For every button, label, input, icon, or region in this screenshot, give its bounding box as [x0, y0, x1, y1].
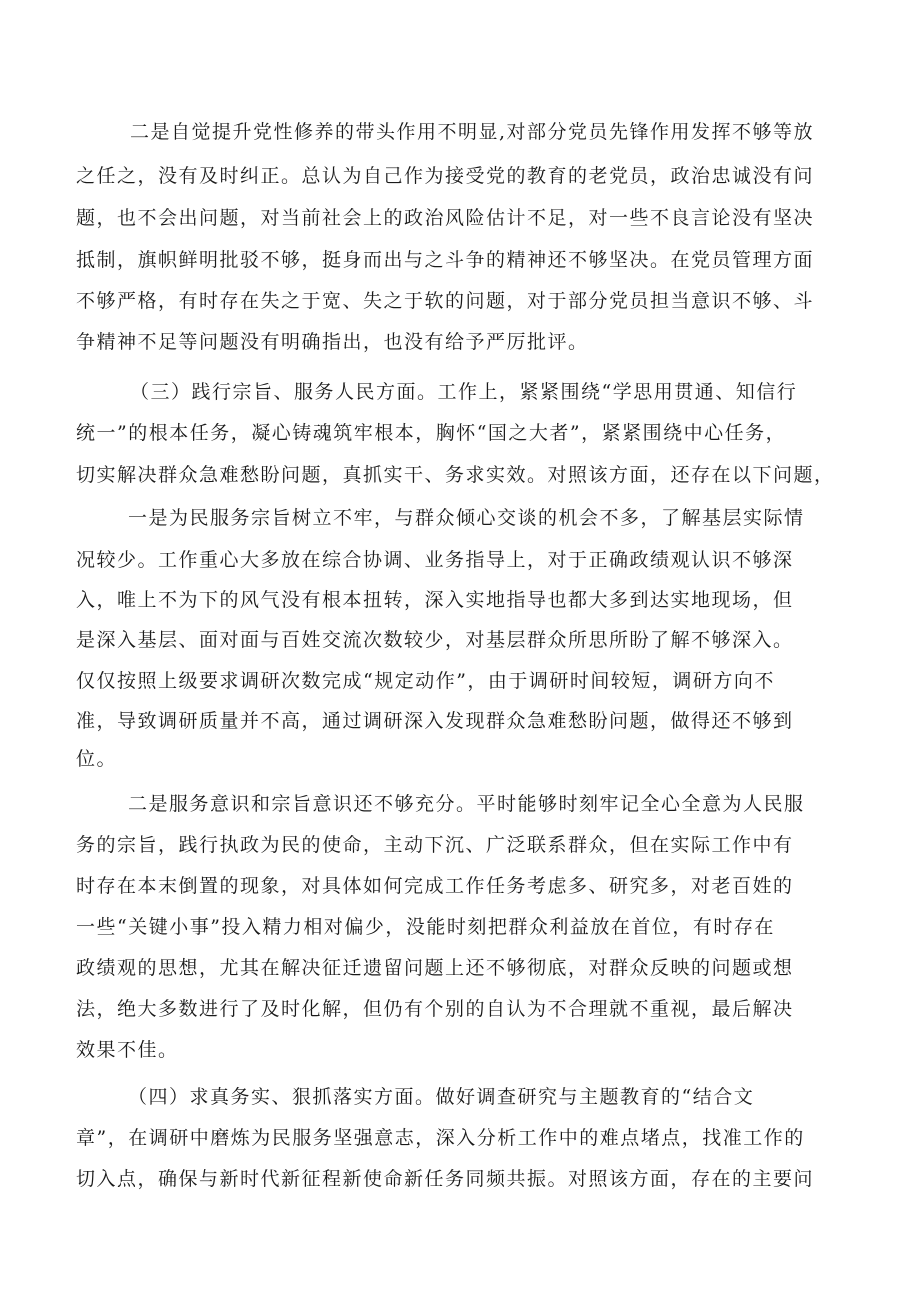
text-line: 是深入基层、面对面与百姓交流次数较少，对基层群众所思所盼了解不够深入。 [76, 629, 794, 651]
text-line: 务的宗旨，践行执政为民的使命，主动下沉、广泛联系群众，但在实际工作中有 [76, 834, 794, 856]
text-line: 一是为民服务宗旨树立不牢，与群众倾心交谈的机会不多，了解基层实际情 [128, 507, 805, 529]
text-line: 仅仅按照上级要求调研次数完成“规定动作”，由于调研时间较短，调研方向不 [76, 670, 775, 692]
text-line: （三）践行宗旨、服务人民方面。工作上，紧紧围绕“学思用贯通、知信行 [130, 381, 798, 403]
text-line: 入，唯上不为下的风气没有根本扭转，深入实地指导也都大多到达实地现场，但 [76, 589, 794, 611]
text-line: 政绩观的思想，尤其在解决征迁遗留问题上还不够彻底，对群众反映的问题或想 [76, 957, 794, 979]
text-line: 切实解决群众急难愁盼问题，真抓实干、务求实效。对照该方面，还存在以下问题， [76, 464, 835, 486]
text-line: 二是服务意识和宗旨意识还不够充分。平时能够时刻牢记全心全意为人民服 [128, 793, 805, 815]
text-line: （四）求真务实、狠抓落实方面。做好调查研究与主题教育的“结合文 [128, 1086, 755, 1108]
text-line: 章”，在调研中磨炼为民服务坚强意志，深入分析工作中的难点堵点，找准工作的 [76, 1127, 805, 1149]
text-line: 抵制，旗帜鲜明批驳不够，挺身而出与之斗争的精神还不够坚决。在党员管理方面 [76, 249, 815, 271]
text-line: 一些“关键小事”投入精力相对偏少，没能时刻把群众利益放在首位，有时存在 [76, 916, 775, 938]
text-line: 切入点，确保与新时代新征程新使命新任务同频共振。对照该方面，存在的主要问 [76, 1168, 815, 1190]
text-line: 二是自觉提升党性修养的带头作用不明显,对部分党员先锋作用发挥不够等放 [130, 121, 815, 143]
text-line: 争精神不足等问题没有明确指出，也没有给予严厉批评。 [76, 331, 589, 353]
text-line: 题，也不会出问题，对当前社会上的政治风险估计不足，对一些不良言论没有坚决 [76, 207, 815, 229]
text-line: 位。 [76, 748, 118, 770]
text-line: 准，导致调研质量并不高，通过调研深入发现群众急难愁盼问题，做得还不够到 [76, 710, 794, 732]
text-line: 之任之，没有及时纠正。总认为自己作为接受党的教育的老党员，政治忠诚没有问 [76, 165, 815, 187]
text-line: 效果不佳。 [76, 1039, 179, 1061]
text-line: 况较少。工作重心大多放在综合协调、业务指导上，对于正确政绩观认识不够深 [76, 549, 794, 571]
text-line: 不够严格，有时存在失之于宽、失之于软的问题，对于部分党员担当意识不够、斗 [76, 290, 815, 312]
text-line: 时存在本末倒置的现象，对具体如何完成工作任务考虑多、研究多，对老百姓的 [76, 875, 794, 897]
text-line: 法，绝大多数进行了及时化解，但仍有个别的自认为不合理就不重视，最后解决 [76, 998, 794, 1020]
text-line: 统一”的根本任务，凝心铸魂筑牢根本，胸怀“国之大者”，紧紧围绕中心任务， [76, 422, 787, 444]
